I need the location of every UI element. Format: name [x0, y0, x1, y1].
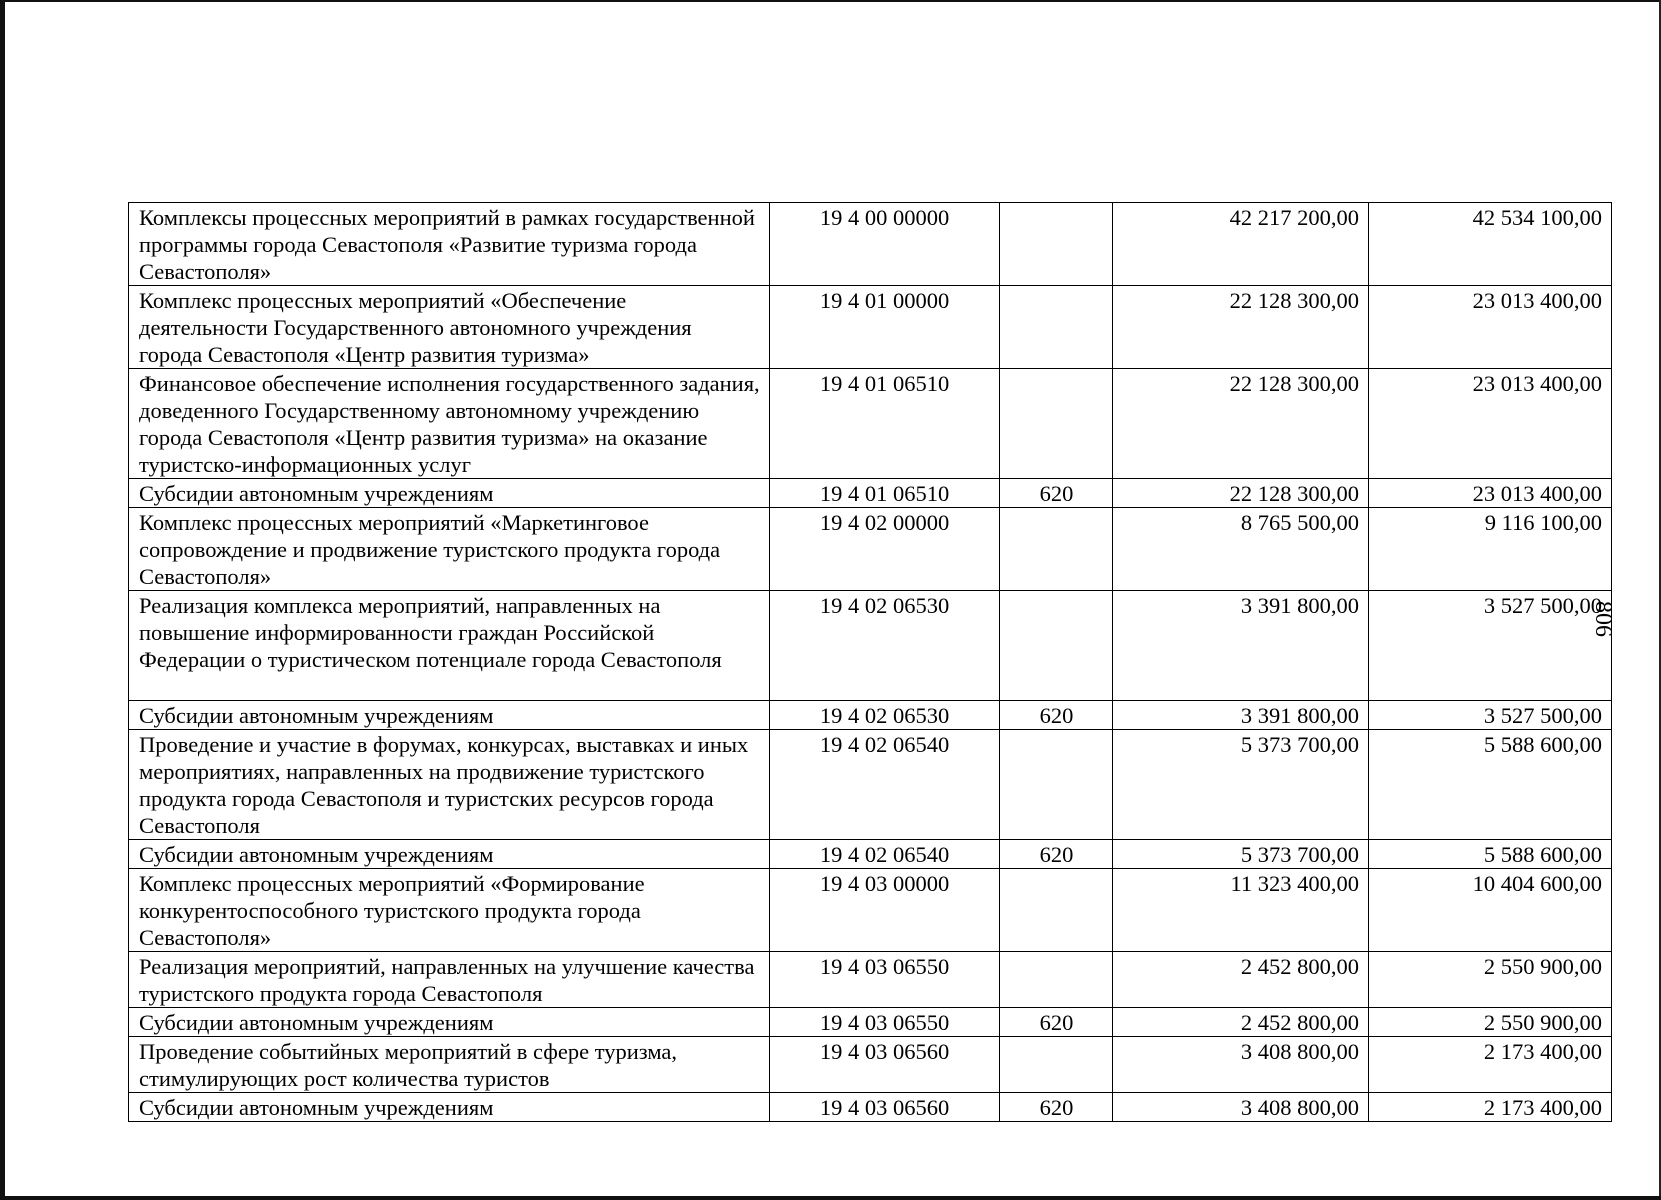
cell-amount-2: 42 534 100,00 — [1369, 203, 1612, 286]
cell-expense-type: 620 — [1000, 479, 1113, 508]
cell-name: Комплексы процессных мероприятий в рамках государственной программы города Севастополя «Развитие туризма города Севастополя» — [129, 203, 770, 286]
table-row — [129, 701, 1612, 730]
cell-code: 19 4 02 06540 — [770, 840, 1000, 869]
cell-amount-1: 8 765 500,00 — [1113, 508, 1369, 591]
cell-amount-1: 11 323 400,00 — [1113, 869, 1369, 952]
cell-amount-2: 10 404 600,00 — [1369, 869, 1612, 952]
cell-name: Проведение событийных мероприятий в сфере туризма, стимулирующих рост количества туристов — [129, 1037, 770, 1093]
cell-amount-1: 2 452 800,00 — [1113, 952, 1369, 1008]
cell-amount-2: 9 116 100,00 — [1369, 508, 1612, 591]
cell-amount-2: 2 173 400,00 — [1369, 1037, 1612, 1093]
table-row — [129, 203, 1612, 286]
cell-code: 19 4 03 06560 — [770, 1093, 1000, 1122]
scan-frame-top — [0, 0, 1661, 2]
cell-amount-2: 23 013 400,00 — [1369, 479, 1612, 508]
table-row — [129, 1037, 1612, 1093]
cell-name: Проведение и участие в форумах, конкурсах, выставках и иных мероприятиях, направленных на продвижение туристского продукта города Севастополя и туристских ресурсов города Севастополя — [129, 730, 770, 840]
cell-code: 19 4 03 06550 — [770, 952, 1000, 1008]
cell-code: 19 4 00 00000 — [770, 203, 1000, 286]
cell-amount-1: 2 452 800,00 — [1113, 1008, 1369, 1037]
table-row — [129, 869, 1612, 952]
table-row — [129, 840, 1612, 869]
table-row — [129, 952, 1612, 1008]
cell-name: Реализация комплекса мероприятий, направленных на повышение информированности граждан Российской Федерации о туристическом потенциале города Севастополя — [129, 591, 770, 701]
cell-code: 19 4 01 06510 — [770, 479, 1000, 508]
cell-name: Субсидии автономным учреждениям — [129, 840, 770, 869]
cell-amount-1: 3 408 800,00 — [1113, 1093, 1369, 1122]
cell-amount-1: 42 217 200,00 — [1113, 203, 1369, 286]
table-row — [129, 1008, 1612, 1037]
cell-amount-1: 22 128 300,00 — [1113, 286, 1369, 369]
cell-name: Субсидии автономным учреждениям — [129, 1008, 770, 1037]
cell-code: 19 4 02 06530 — [770, 701, 1000, 730]
scan-frame-bottom — [0, 1196, 1661, 1200]
table-body — [129, 203, 1612, 1122]
cell-expense-type: 620 — [1000, 1008, 1113, 1037]
table-row — [129, 508, 1612, 591]
cell-name: Субсидии автономным учреждениям — [129, 479, 770, 508]
cell-expense-type — [1000, 203, 1113, 286]
cell-amount-1: 5 373 700,00 — [1113, 840, 1369, 869]
cell-expense-type — [1000, 952, 1113, 1008]
cell-amount-2: 2 550 900,00 — [1369, 1008, 1612, 1037]
cell-name: Комплекс процессных мероприятий «Маркетинговое сопровождение и продвижение туристского продукта города Севастополя» — [129, 508, 770, 591]
table-row — [129, 1093, 1612, 1122]
cell-name: Реализация мероприятий, направленных на улучшение качества туристского продукта города Севастополя — [129, 952, 770, 1008]
cell-amount-2: 3 527 500,00 — [1369, 591, 1612, 701]
cell-expense-type — [1000, 1037, 1113, 1093]
cell-code: 19 4 02 06540 — [770, 730, 1000, 840]
cell-expense-type — [1000, 730, 1113, 840]
cell-amount-1: 22 128 300,00 — [1113, 369, 1369, 479]
cell-code: 19 4 01 06510 — [770, 369, 1000, 479]
cell-code: 19 4 02 06530 — [770, 591, 1000, 701]
cell-amount-2: 23 013 400,00 — [1369, 369, 1612, 479]
table-row — [129, 369, 1612, 479]
cell-amount-1: 22 128 300,00 — [1113, 479, 1369, 508]
cell-amount-2: 5 588 600,00 — [1369, 730, 1612, 840]
cell-code: 19 4 01 00000 — [770, 286, 1000, 369]
cell-expense-type: 620 — [1000, 1093, 1113, 1122]
cell-code: 19 4 03 00000 — [770, 869, 1000, 952]
cell-expense-type — [1000, 508, 1113, 591]
cell-amount-1: 5 373 700,00 — [1113, 730, 1369, 840]
cell-name: Комплекс процессных мероприятий «Обеспечение деятельности Государственного автономного учреждения города Севастополя «Центр развития туризма» — [129, 286, 770, 369]
cell-amount-2: 5 588 600,00 — [1369, 840, 1612, 869]
cell-name: Финансовое обеспечение исполнения государственного задания, доведенного Государственному автономному учреждению города Севастополя «Центр развития туризма» на оказание туристско-информационных услуг — [129, 369, 770, 479]
cell-expense-type — [1000, 369, 1113, 479]
cell-name: Субсидии автономным учреждениям — [129, 1093, 770, 1122]
cell-expense-type: 620 — [1000, 701, 1113, 730]
cell-expense-type — [1000, 286, 1113, 369]
table-row — [129, 286, 1612, 369]
cell-amount-1: 3 391 800,00 — [1113, 591, 1369, 701]
cell-name: Субсидии автономным учреждениям — [129, 701, 770, 730]
budget-table — [128, 202, 1612, 1122]
cell-amount-2: 2 173 400,00 — [1369, 1093, 1612, 1122]
cell-amount-2: 3 527 500,00 — [1369, 701, 1612, 730]
cell-code: 19 4 02 00000 — [770, 508, 1000, 591]
page-number: 806 — [1590, 601, 1616, 637]
cell-expense-type — [1000, 869, 1113, 952]
cell-amount-2: 2 550 900,00 — [1369, 952, 1612, 1008]
table-row — [129, 479, 1612, 508]
cell-code: 19 4 03 06560 — [770, 1037, 1000, 1093]
cell-expense-type — [1000, 591, 1113, 701]
table-row — [129, 730, 1612, 840]
cell-amount-1: 3 408 800,00 — [1113, 1037, 1369, 1093]
scan-frame-left — [0, 0, 5, 1200]
cell-amount-2: 23 013 400,00 — [1369, 286, 1612, 369]
cell-name: Комплекс процессных мероприятий «Формирование конкурентоспособного туристского продукта города Севастополя» — [129, 869, 770, 952]
cell-expense-type: 620 — [1000, 840, 1113, 869]
cell-amount-1: 3 391 800,00 — [1113, 701, 1369, 730]
table-row — [129, 591, 1612, 701]
cell-code: 19 4 03 06550 — [770, 1008, 1000, 1037]
